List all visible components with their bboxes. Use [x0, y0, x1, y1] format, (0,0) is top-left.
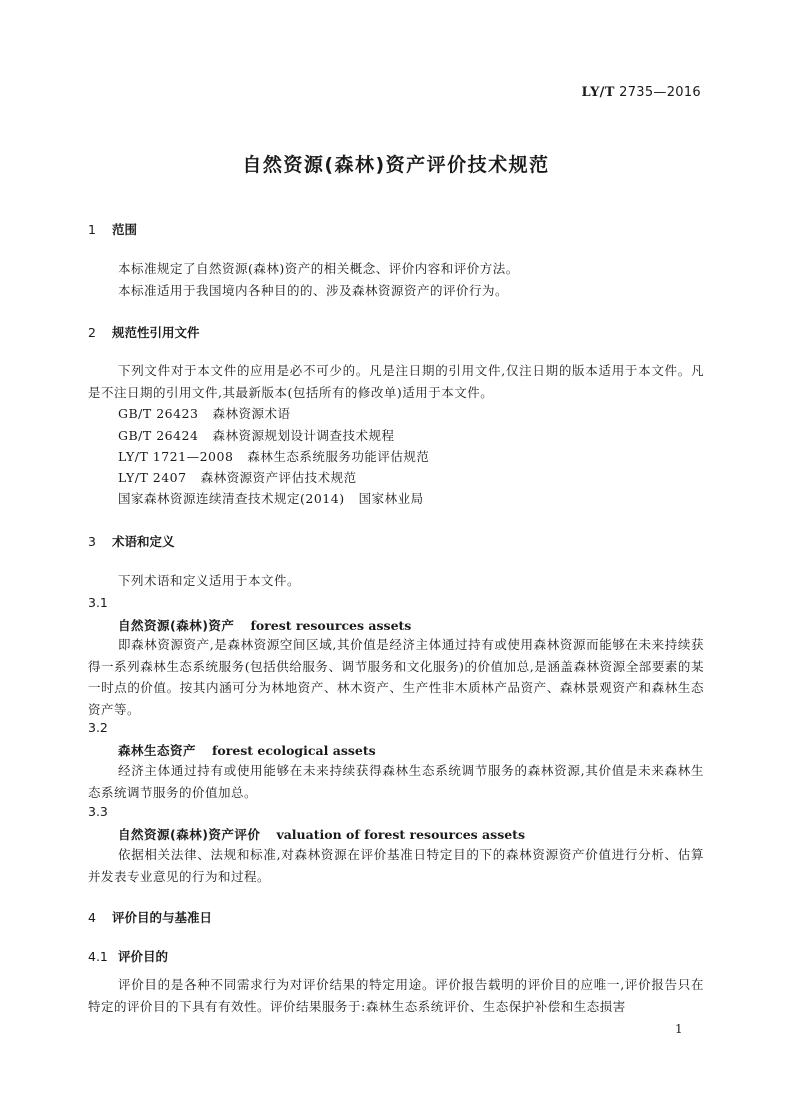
section-number: 1: [88, 222, 96, 237]
reference-code: GB/T 26424: [118, 428, 199, 443]
subsection-number: 4.1: [88, 949, 108, 964]
section-title: 规范性引用文件: [112, 325, 200, 340]
reference-title: 森林生态系统服务功能评估规范: [247, 449, 430, 464]
standard-number: 2735—2016: [619, 85, 701, 100]
term-name: [118, 616, 411, 634]
reference-item: [118, 447, 429, 465]
section-2-heading: [88, 323, 200, 341]
term-number: 3.2: [88, 720, 108, 735]
reference-code: GB/T 26423: [118, 406, 199, 421]
reference-item: [118, 489, 424, 507]
reference-code: LY/T 1721—2008: [118, 449, 234, 464]
section-title: 范围: [112, 222, 138, 237]
subsection-title: 评价目的: [118, 949, 169, 964]
scope-paragraph-2: 本标准适用于我国境内各种目的的、涉及森林资源资产的评价行为。: [118, 283, 509, 298]
reference-code: 国家森林资源连续清查技术规定(2014): [118, 491, 345, 506]
term-zh: 森林生态资产: [118, 743, 197, 758]
terms-intro: 下列术语和定义适用于本文件。: [118, 573, 301, 588]
section-4-heading: [88, 908, 212, 926]
reference-code: LY/T 2407: [118, 470, 187, 485]
section-4-1-heading: [88, 947, 168, 965]
term-zh: 自然资源(森林)资产评价: [118, 827, 261, 842]
reference-title: 森林资源术语: [212, 406, 291, 421]
term-en: forest ecological assets: [212, 743, 376, 758]
reference-title: 森林资源资产评估技术规范: [200, 470, 357, 485]
reference-item: [118, 404, 290, 422]
term-name: [118, 825, 525, 843]
reference-title: 国家林业局: [358, 491, 424, 506]
section-number: 4: [88, 910, 96, 925]
section-number: 3: [88, 534, 96, 549]
section-title: 评价目的与基准日: [112, 910, 213, 925]
reference-item: [118, 468, 357, 486]
reference-title: 森林资源规划设计调查技术规程: [212, 428, 395, 443]
references-intro: 下列文件对于本文件的应用是必不可少的。凡是注日期的引用文件,仅注日期的版本适用于本文件。凡是不注日期的引用文件,其最新版本(包括所有的修改单)适用于本文件。: [88, 363, 704, 400]
term-en: valuation of forest resources assets: [276, 827, 525, 842]
standard-code: [581, 85, 701, 100]
term-en: forest resources assets: [250, 618, 412, 633]
term-definition: 即森林资源资产,是森林资源空间区域,其价值是经济主体通过持有或使用森林资源而能够在未来持续获得一系列森林生态系统服务(包括供给服务、调节服务和文化服务)的价值加总,是涵盖森林资源全部要素的某一时点的价值。按其内涵可分为林地资产、林木资产、生产性非木质林产品资产、森林景观资产和森林生态资产等。: [88, 637, 704, 717]
standard-prefix: LY/T: [581, 85, 615, 100]
term-zh: 自然资源(森林)资产: [118, 618, 235, 633]
reference-item: [118, 426, 394, 444]
term-name: [118, 741, 376, 759]
term-definition: 依据相关法律、法规和标准,对森林资源在评价基准日特定目的下的森林资源资产价值进行分析、估算并发表专业意见的行为和过程。: [88, 847, 704, 884]
term-definition: 经济主体通过持有或使用能够在未来持续获得森林生态系统调节服务的森林资源,其价值是未来森林生态系统调节服务的价值加总。: [88, 763, 704, 800]
document-title: 自然资源(森林)资产评价技术规范: [242, 154, 550, 176]
section-number: 2: [88, 325, 96, 340]
purpose-paragraph: 评价目的是各种不同需求行为对评价结果的特定用途。评价报告载明的评价目的应唯一,评价报告只在特定的评价目的下具有有效性。评价结果服务于:森林生态系统评价、生态保护补偿和生态损害: [88, 977, 704, 1014]
term-number: 3.3: [88, 804, 108, 819]
section-1-heading: [88, 220, 137, 238]
term-number: 3.1: [88, 595, 108, 610]
section-title: 术语和定义: [112, 534, 175, 549]
page-number: 1: [675, 1022, 683, 1036]
section-3-heading: [88, 532, 175, 550]
scope-paragraph-1: 本标准规定了自然资源(森林)资产的相关概念、评价内容和评价方法。: [118, 261, 519, 276]
